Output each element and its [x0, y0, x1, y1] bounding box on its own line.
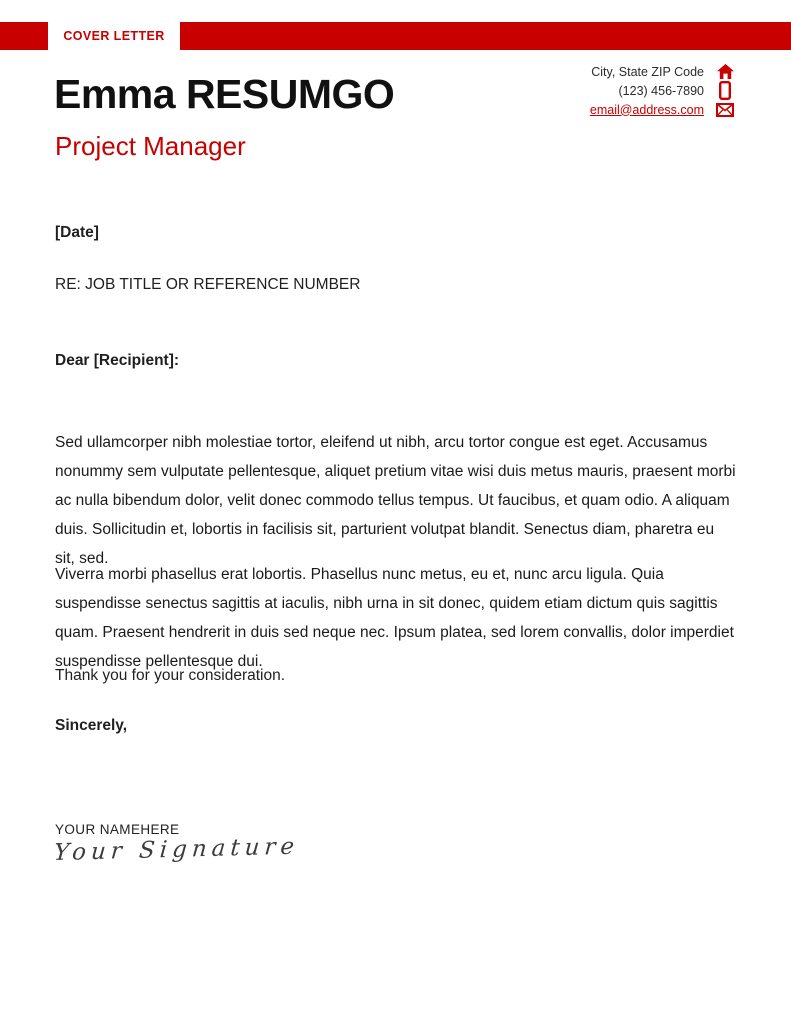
contact-row-address [590, 62, 735, 81]
banner-label-area [48, 22, 180, 50]
banner-right-bar [180, 22, 791, 50]
contact-address: City, State ZIP Code [591, 64, 704, 79]
paragraph-1: Sed ullamcorper nibh molestiae tortor, eleifend ut nibh, arcu tortor congue est eget. Accusamus nonummy sem vulputate pellentesque, aliquet pretium vitae wisi duis metus mauris, praesent morbi ac nulla bibendum dolor, velit donec commodo tellus tempus. Ut faucibus, et quam odio. A aliquam duis. Sollicitudin et, lobortis in facilisis sit, parturient volutpat blandit. Senectus diam, pharetra eu sit, sed. [55, 434, 736, 567]
home-icon [715, 64, 735, 79]
contact-email-link[interactable]: email@address.com [589, 102, 704, 117]
handwritten-signature: Your Signature [52, 833, 301, 867]
contact-row-phone [590, 81, 735, 100]
paragraph-2: Viverra morbi phasellus erat lobortis. Phasellus nunc metus, eu et, nunc arcu ligula. Quia suspendisse senectus sagittis at iaculis, nibh urna in sit donec, quidem etiam dictum quis sagittis quam. Praesent hendrerit in duis sed neque nec. Ipsum platea, sed lorem convallis, dolor imperdiet suspendisse pellentesque dui. [55, 566, 734, 670]
candidate-name: Emma RESUMGO [54, 71, 395, 117]
contact-phone: (123) 456-7890 [618, 83, 704, 98]
phone-icon [715, 81, 735, 100]
thank-you-line: Thank you for your consideration. [55, 667, 286, 684]
document-type-label: COVER LETTER [63, 29, 165, 43]
top-banner [0, 22, 791, 50]
envelope-icon [715, 103, 735, 117]
date-placeholder: [Date] [55, 224, 99, 241]
signature-name: YOUR NAMEHERE [55, 822, 180, 837]
reference-line: RE: JOB TITLE OR REFERENCE NUMBER [55, 276, 361, 293]
salutation: Dear [Recipient]: [55, 352, 180, 369]
contact-row-email [590, 100, 735, 119]
candidate-job-title: Project Manager [55, 131, 246, 161]
banner-left-block [0, 22, 48, 50]
contact-block [590, 62, 735, 119]
closing-line: Sincerely, [55, 717, 128, 734]
